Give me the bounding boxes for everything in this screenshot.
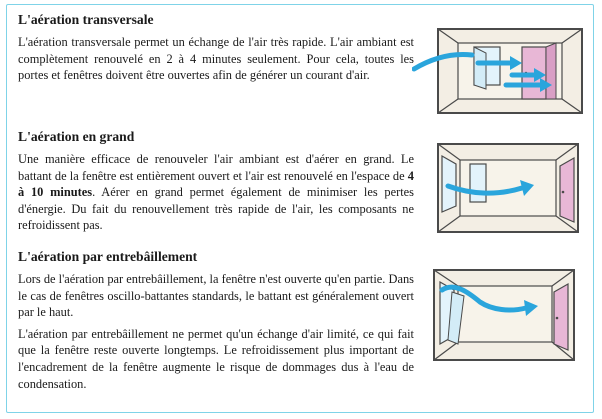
section-text	[18, 151, 414, 234]
section-text: L'aération transversale permet un échange de l'air très rapide. L'air ambiant est complètement renouvelé en 2 à 4 minutes seulement. Pour cela, toutes les portes et fenêtres doivent être ouvertes afin de générer un courant d'air.	[18, 35, 414, 83]
room-cross-ventilation-icon	[412, 27, 584, 117]
section-cross-ventilation	[18, 12, 414, 89]
text-before: Une manière efficace de renouveler l'air ambiant est d'aérer en grand. Le battant de la fenêtre est entièrement ouvert et l'air est renouvelé en l'espace de	[18, 152, 414, 183]
section-tilted	[18, 249, 414, 397]
duration-highlight: 4 à 10 minutes	[18, 168, 414, 200]
section-wide-open	[18, 129, 414, 239]
section-title: L'aération en grand	[18, 129, 135, 144]
section-title: L'aération transversale	[18, 12, 154, 27]
room-tilted-window-icon	[428, 266, 580, 366]
section-text: Lors de l'aération par entrebâillement, la fenêtre n'est ouverte qu'en partie. Dans le cas de fenêtres oscillo-battantes standards, le battant est généralement ouvert par le haut.	[18, 272, 414, 320]
section-text: L'aération par entrebâillement ne permet qu'un échange d'air limité, ce qui fait que la fenêtre reste ouverte longtemps. Le refroidissement plus important de l'encadrement de la fenêtre augmente le risque de dommages dus à l'eau de condensation.	[18, 326, 414, 391]
room-wide-open-window-icon	[436, 142, 580, 236]
section-title: L'aération par entrebâillement	[18, 249, 198, 264]
text-after: . Aérer en grand permet également de minimiser les pertes d'énergie. Du fait du renouvellement très rapide de l'air, les composants ne refroidissent pas.	[18, 185, 414, 233]
